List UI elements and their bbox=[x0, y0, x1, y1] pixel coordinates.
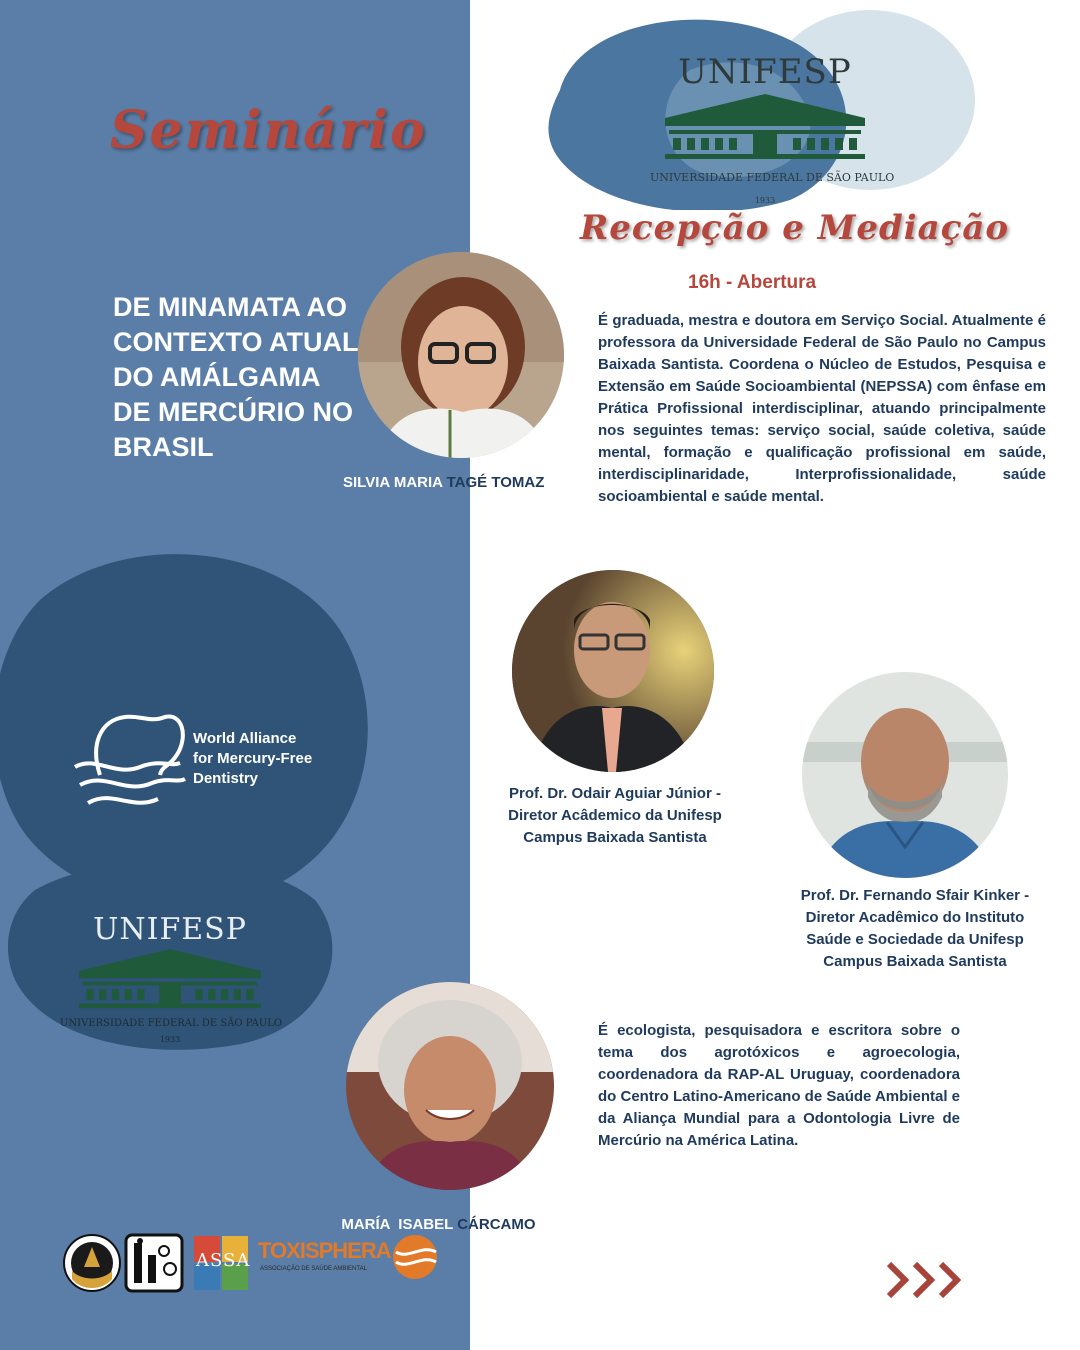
speaker-name-maria-first: MARÍA ISABEL bbox=[341, 1216, 454, 1233]
world-alliance-text bbox=[193, 729, 312, 789]
speaker-caption-odair-line2: Diretor Acâdemico da Unifesp bbox=[508, 807, 722, 824]
world-alliance-line2: for Mercury-Free bbox=[193, 750, 313, 767]
world-alliance-logo bbox=[70, 705, 350, 815]
speaker-caption-odair-line3: Campus Baixada Santista bbox=[523, 829, 707, 846]
assa-text: ASSA bbox=[196, 1250, 251, 1271]
toxisphera-globe-icon bbox=[390, 1232, 440, 1282]
world-alliance-line1: World Alliance bbox=[193, 730, 297, 747]
reception-label: Recepção e Mediação bbox=[580, 208, 1010, 248]
unifesp-subtitle-left: UNIVERSIDADE FEDERAL DE SÃO PAULO bbox=[60, 1018, 283, 1029]
seminar-label: Seminário bbox=[110, 100, 427, 161]
speaker-name-maria-last: CÁRCAMO bbox=[457, 1216, 536, 1233]
speaker-caption-fernando bbox=[770, 885, 1060, 973]
unifesp-year-left: 1933 bbox=[159, 1035, 181, 1044]
speaker-bio-silvia: É graduada, mestra e doutora em Serviço Social. Atualmente é professora da Universidade Federal de São Paulo no Campus Baixada Santista. Coordena o Núcleo de Estudos, Pesquisa e Extensão em Saúde Socioambiental (NEPSSA) com ênfase em Prática Profissional interdisciplinar, atuando principalmente nos seguintes temas: serviço social, saúde coletiva, saúde mental, formação e qualificação profissional em saúde, interdisciplinaridade, Interprofissionalidade, saúde socioambiental e saúde mental. bbox=[598, 312, 1046, 505]
unifesp-building-icon-left bbox=[70, 947, 270, 1013]
speaker-caption-odair bbox=[480, 783, 750, 849]
speaker-photo-fernando bbox=[802, 672, 1008, 878]
assa-logo bbox=[190, 1230, 254, 1294]
unifesp-logo-top bbox=[650, 52, 895, 205]
event-title: DE MINAMATA AO CONTEXTO ATUAL DO AMÁLGAMA DE MERCÚRIO NO BRASIL bbox=[113, 292, 359, 462]
unifesp-wordmark: UNIFESP bbox=[678, 52, 852, 92]
lab-instruments-icon bbox=[124, 1233, 184, 1293]
triple-chevron-right-icon[interactable] bbox=[885, 1260, 967, 1300]
unifesp-subtitle: UNIVERSIDADE FEDERAL DE SÃO PAULO bbox=[650, 171, 895, 184]
speaker-photo-odair bbox=[512, 570, 714, 772]
speaker-name-silvia bbox=[343, 472, 603, 494]
toxisphera-subtitle: ASSOCIAÇÃO DE SAÚDE AMBIENTAL bbox=[260, 1266, 367, 1272]
unifesp-building-icon bbox=[655, 92, 875, 164]
partner-logos bbox=[60, 1230, 440, 1295]
speaker-name-silvia-first: SILVIA MARIA bbox=[343, 474, 443, 491]
speaker-caption-fernando-line1: Prof. Dr. Fernando Sfair Kinker - bbox=[800, 887, 1030, 904]
world-alliance-line3: Dentistry bbox=[193, 770, 259, 787]
speaker-caption-fernando-line2: Diretor Acadêmico do Instituto bbox=[805, 909, 1025, 926]
speaker-caption-fernando-line3: Saúde e Sociedade da Unifesp bbox=[806, 931, 1024, 948]
speaker-caption-odair-line1: Prof. Dr. Odair Aguiar Júnior - bbox=[509, 785, 721, 802]
unifesp-year: 1933 bbox=[754, 196, 776, 205]
toxisphera-name: TOXISPHERA bbox=[258, 1238, 391, 1263]
speaker-caption-fernando-line4: Campus Baixada Santista bbox=[823, 953, 1007, 970]
speaker-bio-maria: É ecologista, pesquisadora e escritora sobre o tema dos agrotóxicos e agroecologia, coordenadora da RAP-AL Uruguay, coordenadora do Centro Latino-Americano de Saúde Ambiental e da Aliança Mundial para a Odontologia Livre de Mercúrio na América Latina. bbox=[598, 1022, 960, 1149]
unifesp-wordmark-left: UNIFESP bbox=[93, 912, 247, 947]
speaker-photo-maria bbox=[346, 982, 554, 1190]
opening-time: 16h - Abertura bbox=[688, 272, 817, 293]
nepssa-seal-icon bbox=[62, 1233, 122, 1293]
speaker-name-silvia-last: TAGÉ TOMAZ bbox=[446, 474, 545, 491]
unifesp-logo-left bbox=[60, 912, 283, 1044]
toxisphera-logo bbox=[258, 1238, 438, 1288]
speaker-photo-silvia bbox=[358, 252, 564, 458]
tooth-wave-icon bbox=[70, 705, 190, 815]
